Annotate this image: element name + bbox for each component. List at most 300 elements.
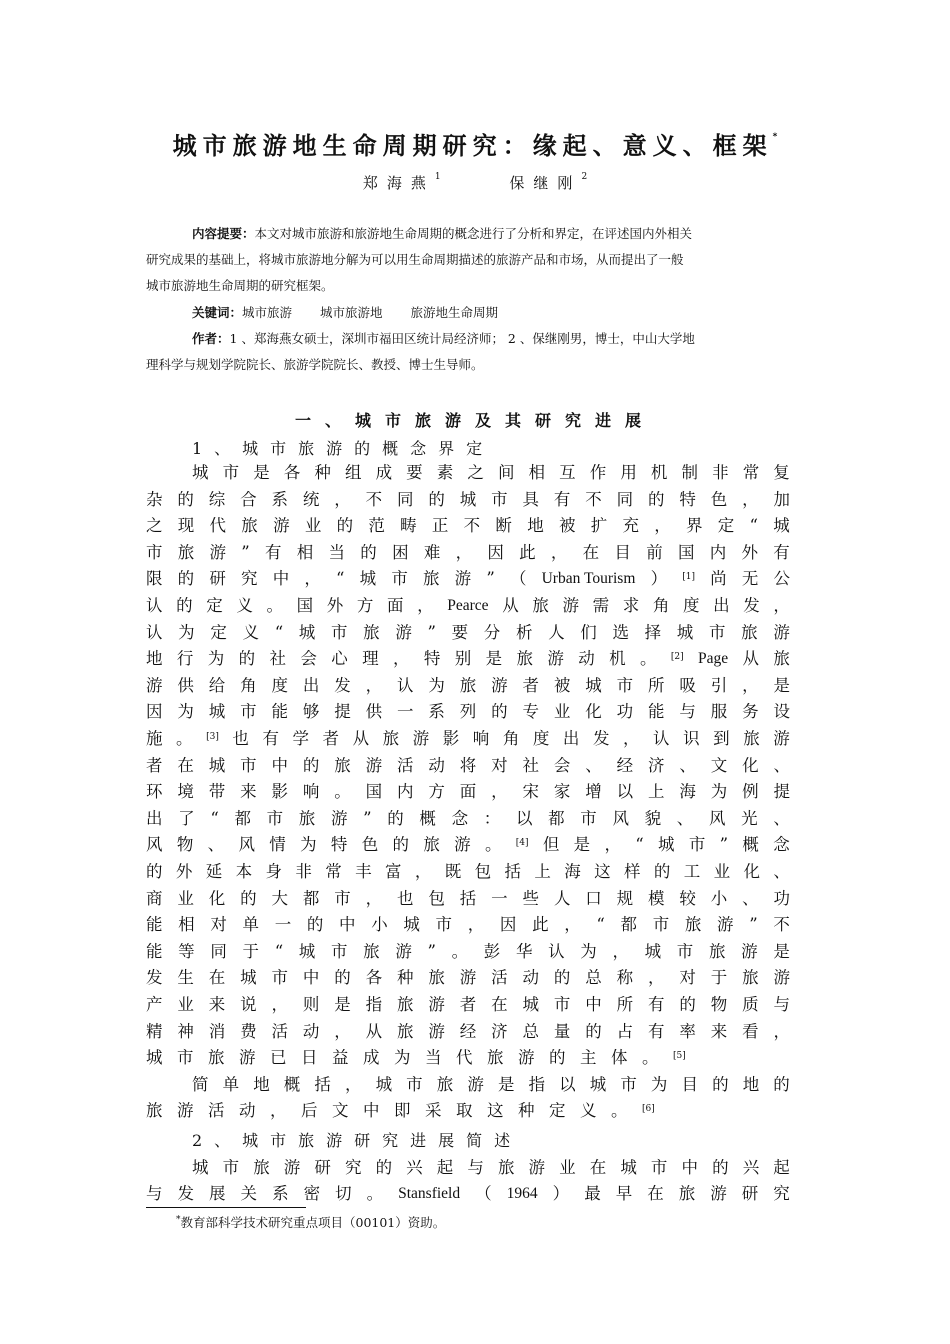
body-char: 中 <box>681 1158 698 1177</box>
body-line <box>146 620 790 646</box>
body-char: 物 <box>710 995 728 1014</box>
body-char: 从 <box>365 1021 383 1041</box>
body-char: 旅 <box>532 596 549 615</box>
body-char: 吸 <box>679 675 696 695</box>
body-char: ” <box>486 569 495 589</box>
body-char: 产 <box>146 995 163 1014</box>
body-char: 者 <box>322 729 340 748</box>
author-info-text-1: 1 、郑海燕女硕士，深圳市福田区统计局经济师； 2 、保继刚男，博士，中山大学地 <box>229 331 695 346</box>
body-char: 的 <box>392 835 409 855</box>
body-char: 市 <box>240 755 257 775</box>
body-char: 括 <box>314 1074 331 1094</box>
body-line <box>146 859 790 885</box>
body-char: 义 <box>236 596 253 615</box>
body-char: 游 <box>283 1158 301 1177</box>
body-char: ” <box>241 542 250 562</box>
body-char: 占 <box>616 1021 634 1041</box>
body-char: ， <box>270 1101 287 1121</box>
body-char: 之 <box>467 463 484 482</box>
body-char: 游 <box>273 516 290 536</box>
body-char: 家 <box>553 782 571 802</box>
body-char: 游 <box>773 968 790 988</box>
body-char: 范 <box>368 516 385 536</box>
body-char: 发 <box>177 1184 195 1203</box>
body-char: 旅 <box>684 915 702 935</box>
body-char: 所 <box>616 995 634 1014</box>
body-line <box>192 460 790 486</box>
body-char: “ <box>596 915 605 935</box>
body-char: 既 <box>444 862 462 881</box>
body-char: 。 <box>451 941 469 961</box>
body-char: 都 <box>302 888 320 908</box>
body-char: 貌 <box>644 808 662 828</box>
body-char: 认 <box>146 622 163 642</box>
body-char: 已 <box>270 1048 287 1068</box>
body-char: 影 <box>442 729 460 748</box>
body-char: 的 <box>553 968 571 988</box>
body-char: 是 <box>485 649 503 669</box>
body-char: 市 <box>334 888 351 908</box>
footnote-text: 教育部科学技术研究重点项目（00101）资助。 <box>180 1215 446 1230</box>
body-char: 的 <box>240 888 257 908</box>
body-char: 旅 <box>241 516 258 536</box>
body-char: 与 <box>467 1158 484 1177</box>
body-char: 市 <box>391 569 408 589</box>
body-line <box>146 779 790 805</box>
body-char: 色 <box>361 835 379 855</box>
body-char: 杂 <box>146 489 163 509</box>
body-char: 者 <box>522 675 539 695</box>
body-char: 等 <box>178 941 195 961</box>
body-char: 的 <box>375 1158 393 1177</box>
author-affil-2: 2 <box>581 172 588 182</box>
body-char: 施 <box>146 729 163 748</box>
body-char: 方 <box>356 596 374 615</box>
body-char: 从 <box>502 596 519 615</box>
body-char: 华 <box>515 941 533 961</box>
body-char: 市 <box>652 915 670 935</box>
body-char: 能 <box>146 915 163 935</box>
body-char: 为 <box>428 675 445 695</box>
body-char: ， <box>612 941 629 961</box>
body-char: 断 <box>495 516 512 536</box>
body-char: 的 <box>302 755 320 775</box>
body-char: 游 <box>491 675 508 695</box>
body-char: 统 <box>302 489 320 509</box>
body-char: 游 <box>528 1158 546 1177</box>
body-char: 、 <box>773 755 790 775</box>
body-char: 城 <box>192 463 209 482</box>
body-char: （ <box>509 569 527 589</box>
body-char: ， <box>742 675 759 695</box>
body-char: 析 <box>515 622 533 642</box>
body-char: 无 <box>741 569 759 589</box>
body-char: 国 <box>365 782 383 802</box>
body-char: 用 <box>620 463 637 482</box>
body-char: “ <box>274 941 284 961</box>
body-char: 。 <box>640 649 657 669</box>
body-char: 城 <box>403 915 420 935</box>
body-char: 身 <box>265 862 282 881</box>
body-char: 质 <box>742 995 759 1014</box>
body-char: 不 <box>585 489 602 509</box>
body-char: 外 <box>175 862 193 881</box>
body-char: 分 <box>483 622 501 642</box>
body-char: “ <box>210 808 219 828</box>
body-char: 难 <box>423 542 441 562</box>
body-char: 究 <box>344 1158 362 1177</box>
body-char: 游 <box>177 1101 194 1121</box>
body-char: 旅 <box>742 968 759 988</box>
body-char: 设 <box>773 702 790 722</box>
body-char: 者 <box>146 755 163 775</box>
body-char: 称 <box>616 968 634 988</box>
body-char: 的 <box>428 489 445 509</box>
body-char: 市 <box>553 995 571 1014</box>
body-char: 市 <box>271 968 288 988</box>
body-char: 旅 <box>253 1158 270 1177</box>
body-char: 后 <box>301 1101 318 1121</box>
body-char: 要 <box>406 463 423 482</box>
body-char: 的 <box>773 1074 790 1094</box>
body-char: 因 <box>487 542 504 562</box>
body-char: ” <box>749 915 758 935</box>
body-char: 经 <box>459 1021 477 1041</box>
body-char: 。 <box>366 1184 384 1203</box>
body-char: 文 <box>710 755 728 775</box>
body-char: 特 <box>423 649 441 669</box>
body-char: 学 <box>292 729 309 748</box>
subsection-heading-1: 1、城市旅游的概念界定 <box>192 439 495 458</box>
body-char: 括 <box>504 862 521 881</box>
body-char: 对 <box>679 968 696 988</box>
body-char: 但 <box>542 835 560 855</box>
body-char: 城 <box>676 622 694 642</box>
citation-ref: [1] <box>682 572 695 583</box>
body-line <box>192 1155 790 1181</box>
body-char: 以 <box>616 782 634 802</box>
body-char: 列 <box>459 702 477 722</box>
body-char: 看 <box>742 1021 759 1041</box>
body-char: ， <box>491 782 508 802</box>
body-char: 的 <box>176 596 193 615</box>
body-char: 。 <box>176 729 193 748</box>
body-char: ， <box>334 489 351 509</box>
abstract-text-1: 本文对城市旅游和旅游地生命周期的概念进行了分析和界定，在评述国内外相关 <box>254 226 693 241</box>
body-char: 即 <box>394 1101 411 1121</box>
body-char: ， <box>455 542 473 562</box>
body-char: 不 <box>463 516 481 536</box>
body-char: 正 <box>431 516 449 536</box>
body-char: 业 <box>177 888 194 908</box>
body-char: 最 <box>584 1184 601 1203</box>
body-char: （ <box>475 1184 492 1203</box>
body-char: ， <box>467 915 485 935</box>
body-char: 服 <box>710 702 728 722</box>
body-char: 国 <box>677 542 695 562</box>
body-char: ” <box>719 835 729 855</box>
body-char: 境 <box>177 782 194 802</box>
body-char: 经 <box>616 755 634 775</box>
body-char: 究 <box>241 569 258 589</box>
footnote-mark: * <box>176 1214 181 1225</box>
body-char: 出 <box>302 675 320 695</box>
body-char: 相 <box>296 542 314 562</box>
body-char: 规 <box>616 888 634 908</box>
body-char: 旅 <box>428 968 445 988</box>
body-line <box>146 1045 790 1071</box>
body-char: 些 <box>522 888 539 908</box>
body-char: 则 <box>302 995 320 1014</box>
body-char: 系 <box>428 702 445 722</box>
body-char: 旅 <box>497 1158 515 1177</box>
body-char: 游 <box>518 1048 535 1068</box>
body-char: 业 <box>553 702 571 722</box>
body-char: 在 <box>491 995 508 1014</box>
body-char: 旅 <box>208 1048 225 1068</box>
body-char: 游 <box>209 542 227 562</box>
body-char: 常 <box>742 463 760 482</box>
body-char: 游 <box>773 729 790 748</box>
body-char: 有 <box>648 1021 665 1041</box>
body-char: 城 <box>585 675 602 695</box>
body-char: 济 <box>648 755 665 775</box>
body-char: 研 <box>741 1184 759 1203</box>
body-char: 旅 <box>177 542 195 562</box>
body-char: 风 <box>238 835 255 855</box>
body-char: 定 <box>206 596 223 615</box>
body-char: 、 <box>207 835 225 855</box>
body-char: 活 <box>491 968 508 988</box>
body-char: 非 <box>712 463 729 482</box>
body-char: 较 <box>679 888 696 908</box>
body-char: 不 <box>365 489 383 509</box>
body-char: 特 <box>330 835 348 855</box>
body-char: 、 <box>676 808 694 828</box>
body-char: 城 <box>208 755 226 775</box>
body-char: 研 <box>209 569 226 589</box>
body-char: 海 <box>564 862 581 881</box>
body-line <box>146 513 790 539</box>
body-char: 别 <box>454 649 472 669</box>
body-char: 。 <box>484 835 502 855</box>
body-char: 出 <box>146 808 163 828</box>
body-char: 样 <box>624 862 641 881</box>
body-char: 市 <box>708 622 726 642</box>
body-line <box>146 593 790 619</box>
body-line <box>146 1098 790 1124</box>
body-char: 能 <box>146 941 163 961</box>
body-char: 当 <box>425 1048 442 1068</box>
body-char: 中 <box>271 755 288 775</box>
body-char: 城 <box>459 489 477 509</box>
body-char: 认 <box>653 729 670 748</box>
body-char: 旅 <box>743 729 760 748</box>
body-char: 角 <box>502 729 520 748</box>
body-char: 外 <box>326 596 344 615</box>
body-char: 中 <box>302 968 320 988</box>
body-char: 旅 <box>708 941 726 961</box>
body-char: 综 <box>208 489 226 509</box>
body-char: 文 <box>332 1101 349 1121</box>
body-char: 有 <box>265 542 282 562</box>
body-char: 物 <box>176 835 194 855</box>
body-char: 量 <box>553 1021 571 1041</box>
body-char: 业 <box>304 516 322 536</box>
body-char: 游 <box>454 569 472 589</box>
body-char: 角 <box>652 596 670 615</box>
body-char: 城 <box>208 702 226 722</box>
body-char: 动 <box>302 1021 320 1041</box>
body-char: 限 <box>146 569 163 589</box>
body-line <box>146 673 790 699</box>
body-char: 响 <box>472 729 490 748</box>
body-char: 包 <box>474 862 492 881</box>
body-char: 活 <box>208 1101 225 1121</box>
body-char: 展 <box>209 1184 226 1203</box>
citation-ref: [2] <box>670 652 684 663</box>
body-char: 旅 <box>363 941 380 961</box>
body-char: 化 <box>585 702 602 722</box>
citation-ref: [3] <box>206 732 219 742</box>
body-char: 心 <box>331 649 348 669</box>
body-char: 是 <box>334 995 351 1014</box>
body-char: 市 <box>330 941 348 961</box>
body-char: 合 <box>240 489 257 509</box>
body-char: 市 <box>620 1074 637 1094</box>
body-char: 游 <box>146 675 163 695</box>
body-char: 于 <box>242 941 260 961</box>
body-char: 上 <box>648 782 665 802</box>
body-char: 前 <box>646 542 663 562</box>
body-char: ， <box>623 729 640 748</box>
body-char: 为 <box>177 702 194 722</box>
footnote-divider <box>146 1207 306 1208</box>
body-char: 社 <box>269 649 286 669</box>
body-char: 在 <box>582 542 600 562</box>
body-char: 同 <box>616 489 634 509</box>
body-char: 当 <box>328 542 346 562</box>
body-char: 旅 <box>363 622 380 642</box>
body-char: 相 <box>528 463 546 482</box>
body-char: 来 <box>710 1021 728 1041</box>
body-char: 被 <box>553 675 571 695</box>
body-char: 素 <box>436 463 454 482</box>
body-char: 游 <box>428 1021 445 1041</box>
body-char: 具 <box>522 489 539 509</box>
body-char: 务 <box>742 702 759 722</box>
body-char: 畴 <box>400 516 417 536</box>
body-char: 市 <box>616 675 634 695</box>
body-latin-term: Urban Tourism <box>541 570 636 588</box>
body-char: 困 <box>392 542 409 562</box>
body-char: 为 <box>580 941 597 961</box>
body-char: 机 <box>650 463 668 482</box>
body-line <box>146 832 790 858</box>
body-char: 。 <box>611 1101 628 1121</box>
body-char: 括 <box>459 888 477 908</box>
body-char: 是 <box>773 675 790 695</box>
body-char: 大 <box>271 888 288 908</box>
body-char: 此 <box>519 542 536 562</box>
body-char: 起 <box>773 1158 790 1177</box>
body-char: 义 <box>580 1101 597 1121</box>
body-char: 因 <box>499 915 517 935</box>
body-char: 发 <box>334 675 351 695</box>
body-char: 念 <box>451 808 469 828</box>
body-char: 念 <box>773 835 790 855</box>
body-char: 业 <box>713 862 731 881</box>
body-char: 外 <box>741 542 758 562</box>
body-char: 这 <box>594 862 611 881</box>
body-char: 旅 <box>397 995 414 1014</box>
body-char: ， <box>334 1021 351 1041</box>
body-char: 度 <box>271 675 288 695</box>
body-char: ， <box>648 968 665 988</box>
body-char: 到 <box>713 729 730 748</box>
body-char: 旅 <box>382 729 400 748</box>
body-char: ， <box>414 862 432 881</box>
body-char: 定 <box>717 516 735 536</box>
body-char: 风 <box>708 808 726 828</box>
body-char: 为 <box>710 782 728 802</box>
body-latin-term: Pearce <box>447 597 489 614</box>
body-char: 常 <box>325 862 342 881</box>
body-char: 动 <box>428 755 445 775</box>
footnote <box>176 1213 445 1231</box>
body-char: 动 <box>239 1101 256 1121</box>
body-char: 选 <box>612 622 629 642</box>
body-char: 义 <box>242 622 260 642</box>
body-char: 中 <box>585 995 602 1014</box>
body-char: ） <box>650 569 668 589</box>
body-char: 城 <box>359 569 377 589</box>
body-char: 增 <box>585 782 602 802</box>
body-char: 引 <box>710 675 728 695</box>
body-char: 内 <box>709 542 727 562</box>
body-char: 的 <box>712 1158 729 1177</box>
body-char: 市 <box>491 489 508 509</box>
body-char: ” <box>363 808 372 828</box>
body-char: 发 <box>146 968 163 988</box>
body-char: 要 <box>451 622 469 642</box>
body-char: 旅 <box>516 649 533 669</box>
body-char: 单 <box>242 915 260 935</box>
body-char: 口 <box>585 888 602 908</box>
body-char: 率 <box>679 1021 696 1041</box>
body-char: 旅 <box>459 675 477 695</box>
body-char: 方 <box>428 782 445 802</box>
title-footnote-mark: * <box>772 132 778 142</box>
body-char: 游 <box>467 1074 484 1094</box>
body-char: 益 <box>332 1048 349 1068</box>
body-char: 各 <box>365 968 383 988</box>
body-char: 角 <box>240 675 257 695</box>
body-char: 游 <box>395 941 412 961</box>
body-char: 有 <box>553 489 571 509</box>
author-info-text-2: 理科学与规划学院院长、旅游学院院长、教授、博士生导师。 <box>146 357 484 372</box>
body-char: 了 <box>178 808 195 828</box>
body-char: 活 <box>397 755 414 775</box>
body-char: 各 <box>283 463 301 482</box>
body-char: 扩 <box>590 516 608 536</box>
body-char: 地 <box>527 516 544 536</box>
body-char: 中 <box>363 1101 380 1121</box>
body-char: 求 <box>622 596 640 615</box>
body-line <box>146 965 790 991</box>
body-char: “ <box>635 835 644 855</box>
body-char: 游 <box>330 808 348 828</box>
